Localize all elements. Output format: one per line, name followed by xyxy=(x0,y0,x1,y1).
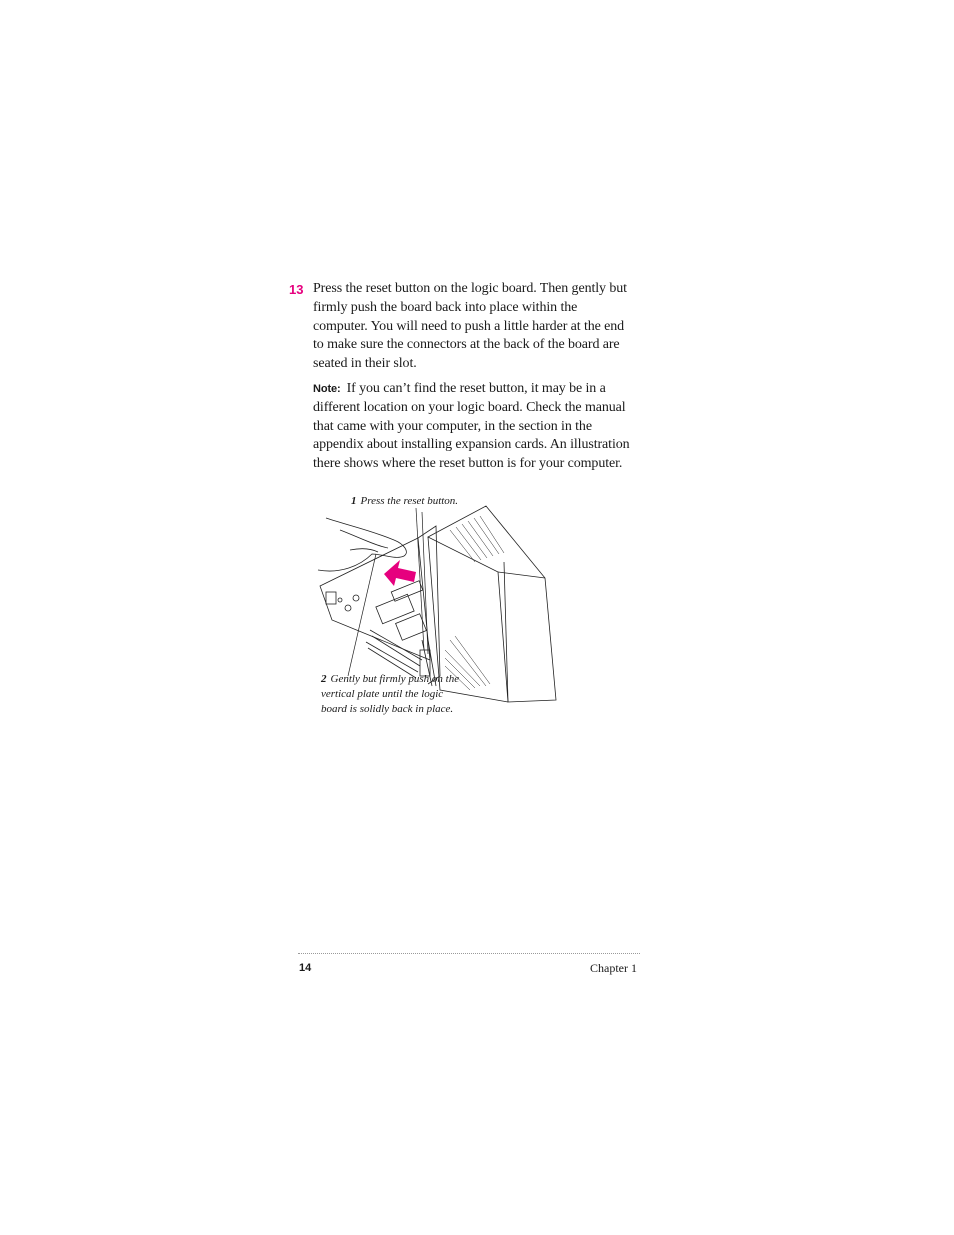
callout-number: 2 xyxy=(321,673,327,685)
footer-divider xyxy=(298,953,640,954)
note-text: If you can’t find the reset button, it may be in a different location on your logic board. Check the manual that came with your computer, in the section in the appendix about installing expansion cards. An illustration there shows where the reset button is for your computer. xyxy=(313,381,630,472)
note-label: Note: xyxy=(313,383,341,395)
callout-number: 1 xyxy=(351,495,357,507)
chapter-label: Chapter 1 xyxy=(590,961,637,975)
note xyxy=(313,380,633,474)
page-number: 14 xyxy=(299,962,312,974)
step-number: 13 xyxy=(289,282,304,297)
callout-text: Gently but firmly push on the vertical plate until the logic board is solidly back in place. xyxy=(321,673,460,715)
step-instruction: Press the reset button on the logic board. Then gently but firmly push the board back into place within the computer. You will need to push a little harder at the end to make sure the connectors at the back of the board are seated in their slot. xyxy=(313,281,627,372)
callout-push-plate xyxy=(321,672,471,717)
callout-text: Press the reset button. xyxy=(360,495,459,507)
